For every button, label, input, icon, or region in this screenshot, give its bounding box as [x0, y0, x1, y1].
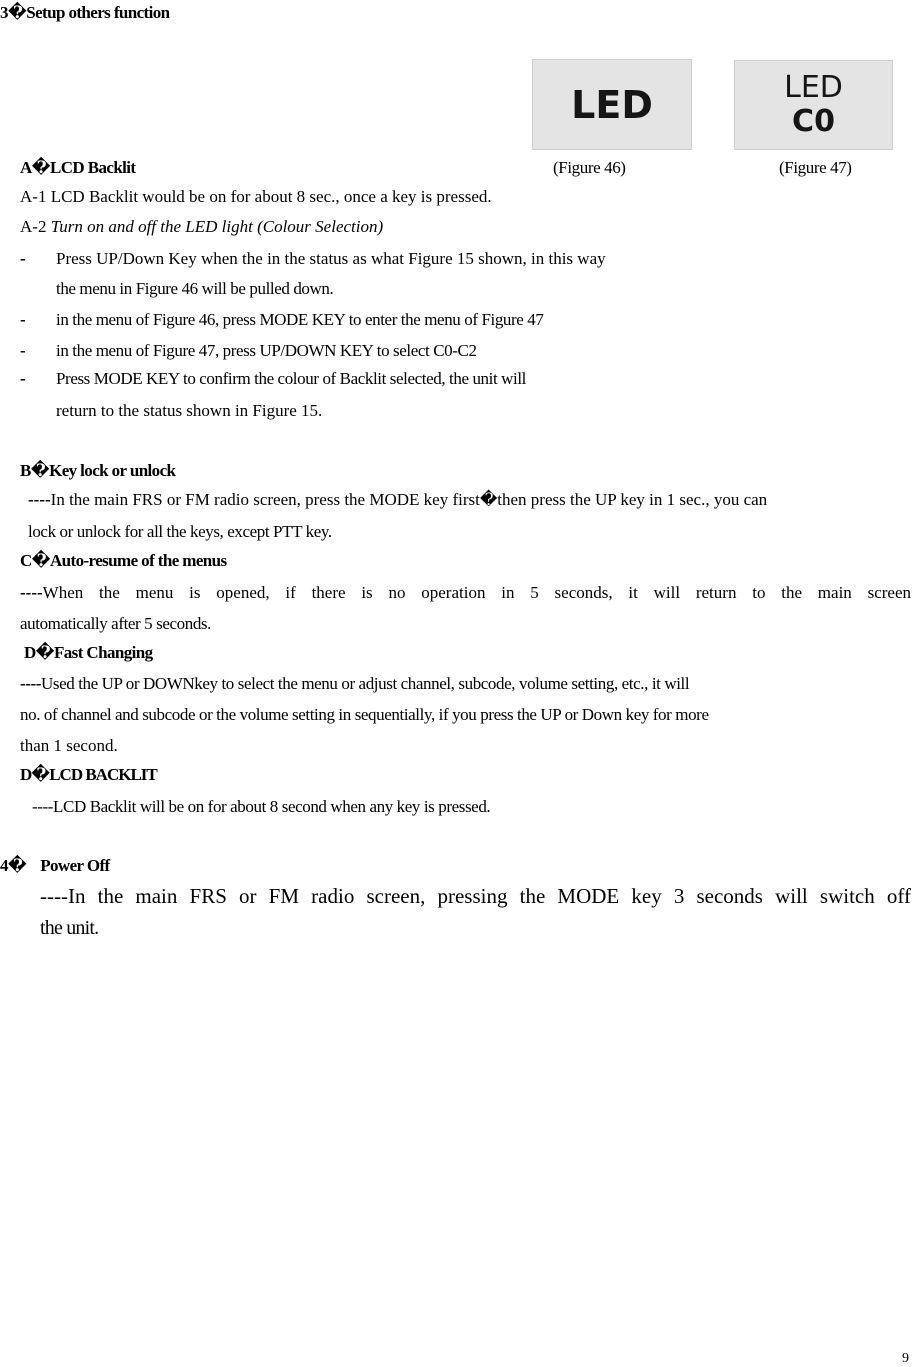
section-4-heading	[0, 856, 110, 876]
section-c-line2: automatically after 5 seconds.	[20, 614, 211, 633]
section-d-fast-line2: no. of channel and subcode or the volume setting in sequentially, if you press the UP or Down key for more	[20, 705, 709, 724]
section-d-fast-heading: D�Fast Changing	[24, 643, 153, 662]
section-d-fast-text: Used the UP or DOWNkey to select the menu or adjust channel, subcode, volume setting, etc., it will	[41, 674, 690, 693]
figure47-display-line2: C0	[792, 104, 835, 139]
section-c-heading: C�Auto-resume of the menus	[20, 551, 227, 570]
section-4-line1: ----In the main FRS or FM radio screen, pressing the MODE key 3 seconds will switch off	[40, 884, 911, 908]
section3-heading: 3�Setup others function	[0, 3, 170, 22]
section-a1-text: A-1 LCD Backlit would be on for about 8 sec., once a key is pressed.	[20, 187, 492, 206]
section-b-line2: lock or unlock for all the keys, except PTT key.	[28, 522, 332, 541]
bullet-3-line1: in the menu of Figure 47, press UP/DOWN KEY to select C0-C2	[56, 341, 477, 360]
section-d-backlit-line1: ----LCD Backlit will be on for about 8 second when any key is pressed.	[32, 797, 491, 816]
figure46-display-text: LED	[571, 82, 653, 127]
section-c-line1	[20, 583, 911, 603]
bullet-4-line1: Press MODE KEY to confirm the colour of Backlit selected, the unit will	[56, 369, 527, 388]
section-4-number: 4�	[0, 856, 27, 875]
figure46-lcd-display	[532, 59, 692, 150]
section-b-text: In the main FRS or FM radio screen, press the MODE key first�then press the UP key in 1 sec., you can	[50, 490, 768, 509]
section-a2-prefix: A-2	[20, 217, 51, 236]
section-4-title: Power Off	[40, 856, 110, 875]
section-b-line1	[28, 490, 767, 510]
bullet-dash: -	[20, 249, 26, 268]
figure47-lcd-display	[734, 60, 893, 150]
section-d-fast-line1	[20, 674, 689, 694]
bullet-4-line2: return to the status shown in Figure 15.	[56, 401, 323, 420]
figure46-caption: (Figure 46)	[553, 158, 626, 177]
section-d-fast-dashes: ----	[20, 674, 42, 693]
bullet-dash: -	[20, 310, 26, 329]
section-a-heading: A�LCD Backlit	[20, 158, 136, 177]
bullet-dash: -	[20, 369, 26, 388]
section-b-dashes: ----	[28, 490, 51, 509]
page-number: 9	[902, 1351, 909, 1366]
bullet-1-line1: Press UP/Down Key when the in the status as what Figure 15 shown, in this way	[56, 249, 606, 268]
section-a2-text: Turn on and off the LED light (Colour Selection)	[50, 217, 384, 236]
section-d-fast-line3: than 1 second.	[20, 736, 118, 755]
bullet-2-line1: in the menu of Figure 46, press MODE KEY to enter the menu of Figure 47	[56, 310, 544, 329]
section-a2-line	[20, 217, 383, 237]
figure47-display-line1: LED	[784, 70, 843, 105]
section-c-dashes: ----	[20, 583, 43, 602]
figure47-caption: (Figure 47)	[779, 158, 852, 177]
section-c-text: When the menu is opened, if there is no operation in 5 seconds, it will return to the main screen	[42, 583, 911, 602]
section-b-heading: B�Key lock or unlock	[20, 461, 176, 480]
section-4-line2: the unit.	[40, 917, 99, 939]
bullet-1-line2: the menu in Figure 46 will be pulled down.	[56, 279, 334, 298]
bullet-dash: -	[20, 341, 26, 360]
section-d-backlit-heading: D�LCD BACKLIT	[20, 765, 157, 784]
